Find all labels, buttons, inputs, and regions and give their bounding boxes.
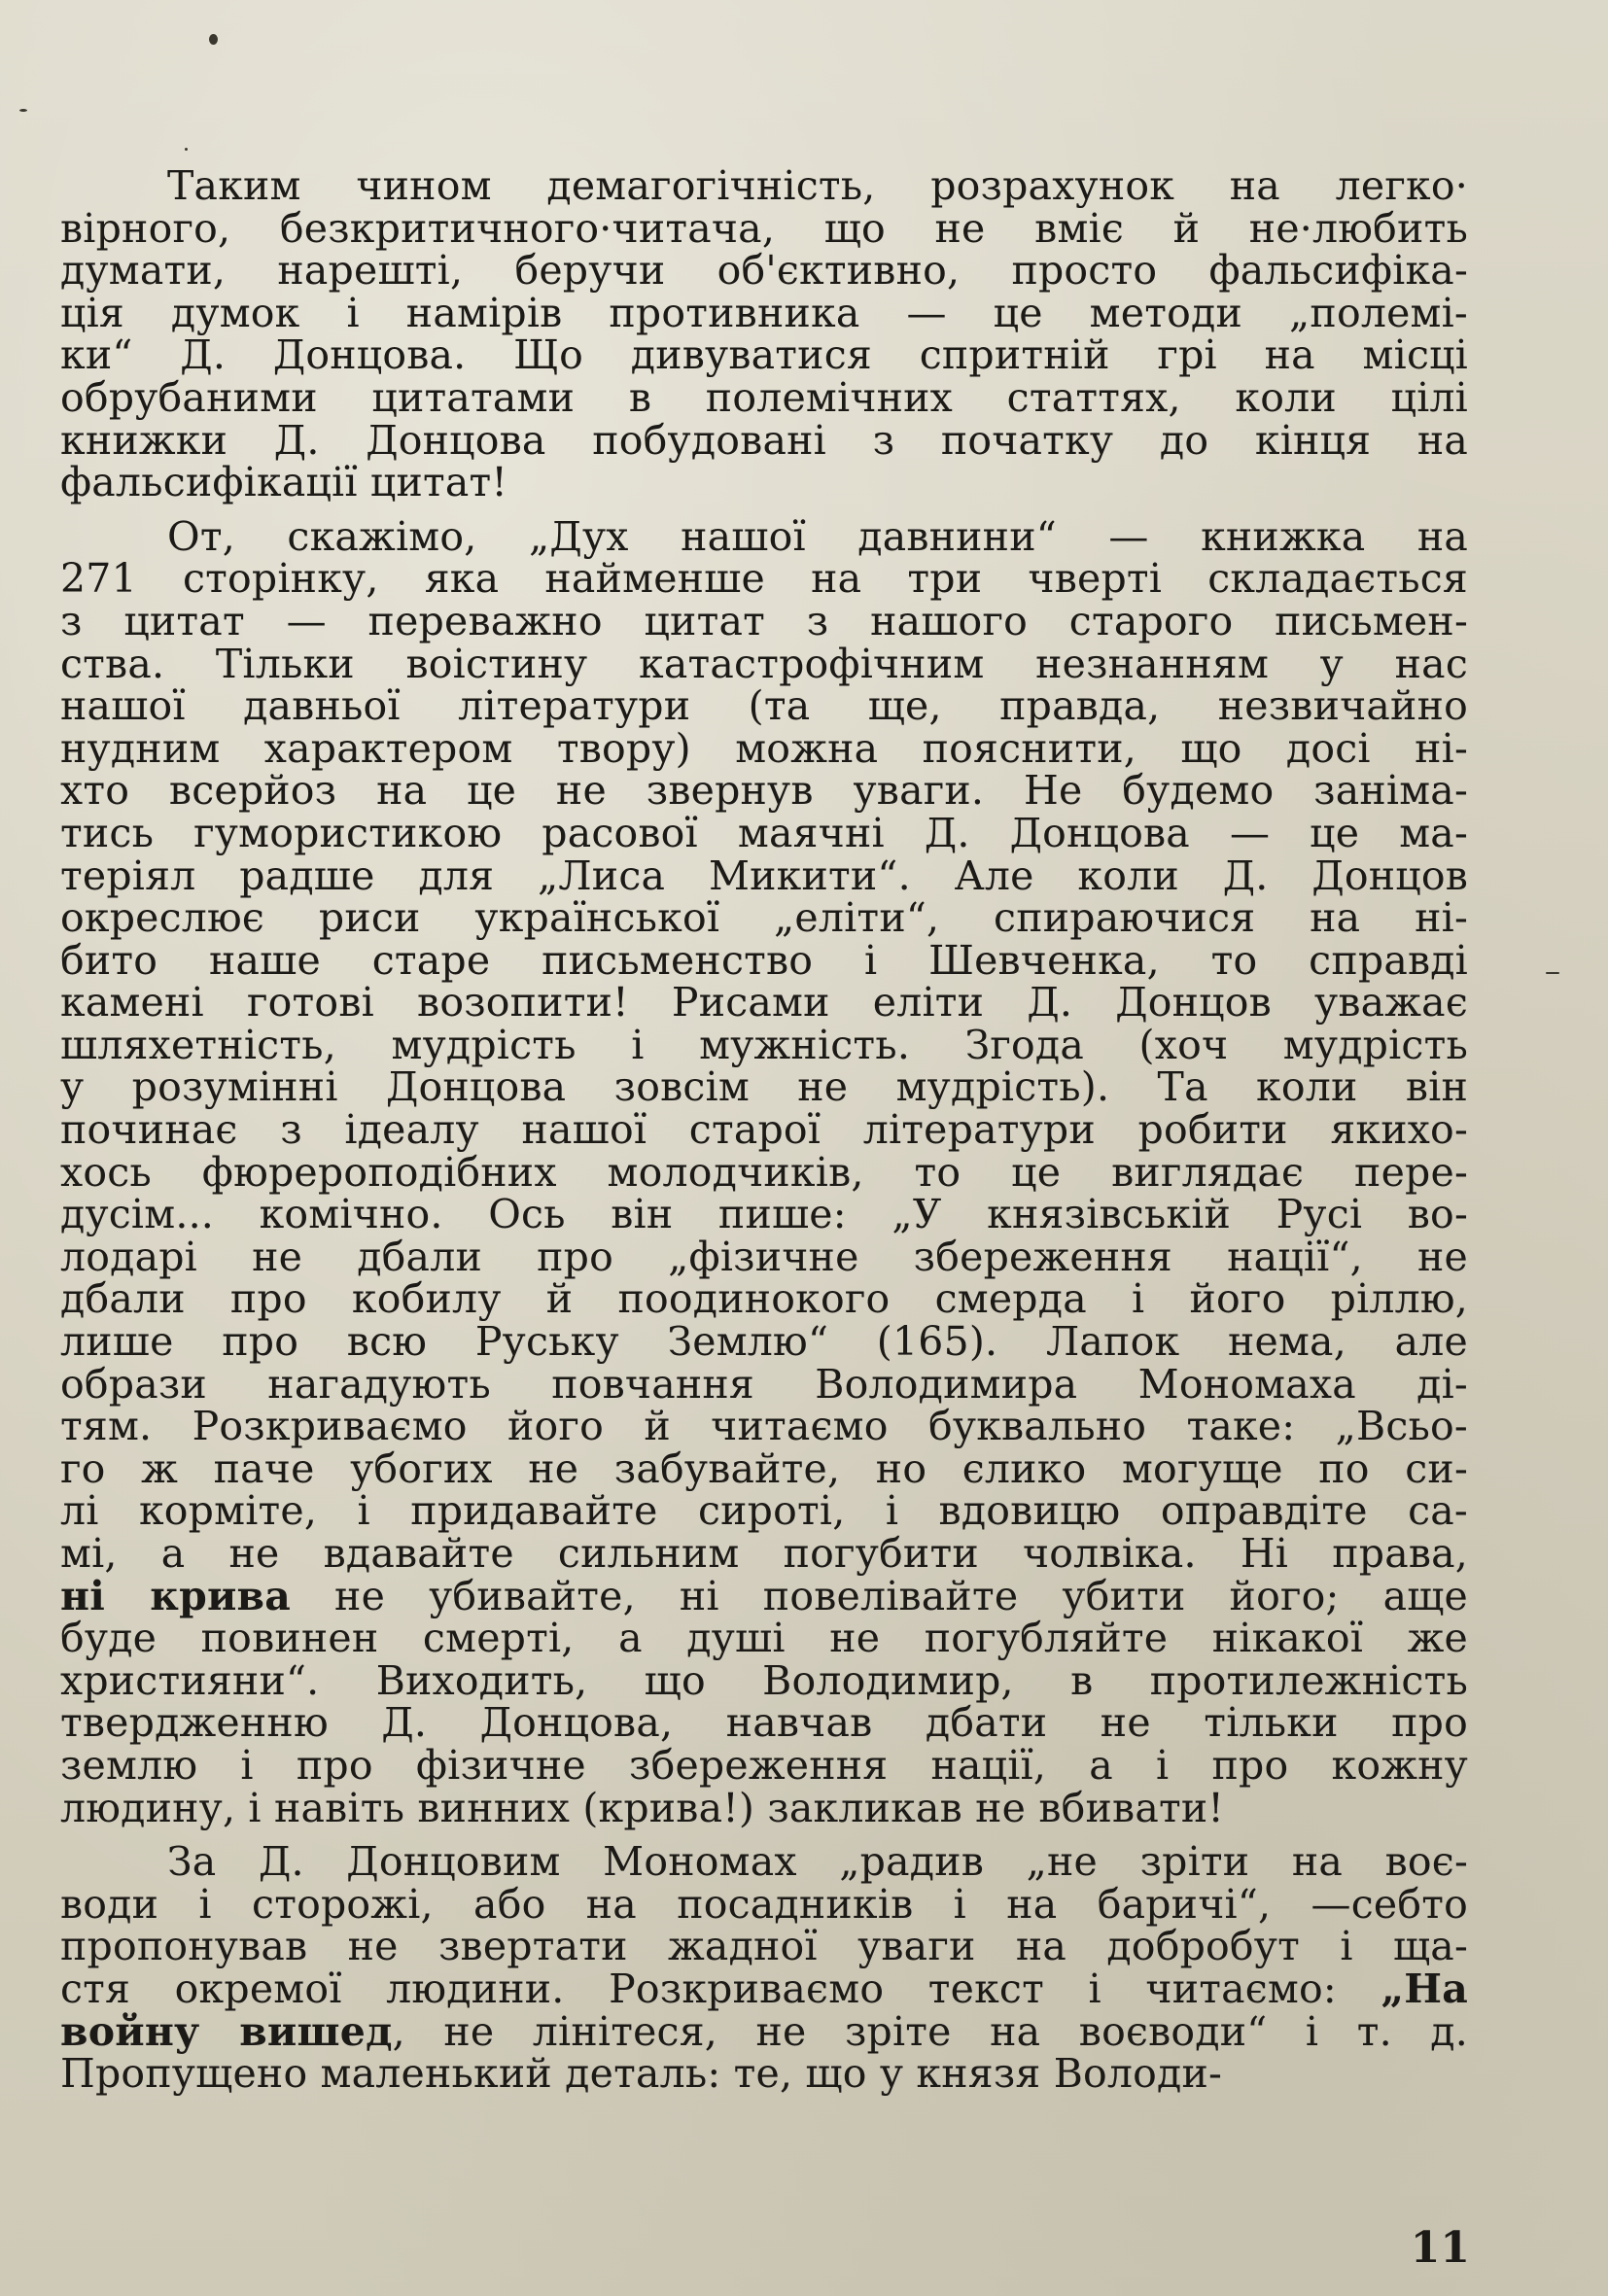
text-line: [60, 1880, 1468, 1928]
text-line: [60, 1530, 1468, 1577]
text-segment: ства. Тільки воістину катастрофічним незнанням у нас: [60, 640, 1468, 687]
text-segment: тись гумористикою расової маячні Д. Донцова — це ма-: [60, 809, 1468, 856]
text-segment: , не лінітеся, не зріте на воєводи“ і т. д.: [392, 2007, 1468, 2055]
text-line: [60, 1275, 1468, 1323]
text-segment: бито наше старе письменство і Шевченка, то справді: [60, 936, 1468, 984]
bold-text: ні крива: [60, 1572, 292, 1619]
bold-text: войну вишед: [60, 2007, 393, 2055]
text-segment: Таким чином демагогічність, розрахунок на легко·: [167, 162, 1468, 209]
text-segment: 271 сторінку, яка найменше на три чверті складається: [60, 555, 1468, 603]
text-segment: книжки Д. Донцова побудовані з початку до кінця на: [60, 416, 1468, 464]
text-segment: твердженню Д. Донцова, навчав дбати не тільки про: [60, 1699, 1468, 1747]
text-segment: хто всерйоз на це не звернув уваги. Не будемо заніма-: [60, 767, 1468, 815]
page-number: 11: [1410, 2223, 1470, 2273]
text-segment: ція думок і намірів противника — це методи „полемі-: [60, 289, 1468, 336]
text-segment: нашої давньої літератури (та ще, правда, незвичайно: [60, 682, 1468, 730]
bold-text: „На: [1381, 1965, 1468, 2012]
text-segment: пропонував не звертати жадної уваги на добробут і ща-: [60, 1923, 1468, 1970]
text-segment: не убивайте, ні повелівайте убити його; аще: [291, 1572, 1468, 1619]
text-line: [60, 1656, 1468, 1704]
text-line: [60, 1699, 1468, 1747]
print-speck: [19, 109, 27, 112]
text-line: [60, 979, 1468, 1026]
paragraph: [60, 162, 1468, 506]
text-line: [60, 331, 1468, 379]
text-segment: лише про всю Руську Землю“ (165). Лапок нема, але: [60, 1318, 1468, 1366]
text-line: [60, 289, 1468, 336]
text-segment: хось фюрероподібних молодчиків, то це виглядає пере-: [60, 1148, 1468, 1196]
text-line: [60, 894, 1468, 942]
text-segment: з цитат — переважно цитат з нашого старого письмен-: [60, 597, 1468, 644]
text-line: [60, 204, 1468, 252]
text-segment: стя окремої людини. Розкриваємо текст і читаємо:: [60, 1965, 1381, 2012]
text-segment: води і сторожі, або на посадників і на баричі“, —себто: [60, 1880, 1468, 1928]
text-segment: Пропущено маленький деталь: те, що у князя Володи-: [60, 2050, 1223, 2098]
text-segment: фальсифікації цитат!: [60, 459, 508, 506]
text-line: [60, 809, 1468, 856]
text-segment: камені готові возопити! Рисами еліти Д. Донцов уважає: [60, 979, 1468, 1026]
text-segment: За Д. Донцовим Мономах „радив „не зріти на воє-: [167, 1838, 1468, 1886]
text-segment: думати, нарешті, беручи об'єктивно, просто фальсифіка-: [60, 247, 1468, 295]
text-line: [60, 2007, 1468, 2055]
text-line: [60, 724, 1468, 772]
text-line: [60, 1784, 1468, 1831]
text-line: [60, 459, 1468, 506]
text-line: [60, 1063, 1468, 1111]
text-line: [60, 1360, 1468, 1408]
text-line: [60, 2050, 1468, 2098]
text-line: [60, 555, 1468, 603]
text-line: [60, 852, 1468, 899]
text-segment: окреслює риси української „еліти“, спираючися на ні-: [60, 894, 1468, 942]
text-segment: буде повинен смерті, а душі не погубляйте нікакої же: [60, 1615, 1468, 1662]
article-text: [60, 162, 1468, 2107]
text-line: [60, 682, 1468, 730]
text-line: [60, 1923, 1468, 1970]
text-line: [60, 1838, 1468, 1886]
text-line: [60, 1487, 1468, 1535]
text-segment: дусім... комічно. Ось він пише: „У князівській Русі во-: [60, 1191, 1468, 1238]
text-line: [60, 1615, 1468, 1662]
text-line: [60, 1148, 1468, 1196]
text-line: [60, 640, 1468, 687]
text-segment: нудним характером твору) можна пояснити, що досі ні-: [60, 724, 1468, 772]
text-segment: землю і про фізичне збереження нації, а і про кожну: [60, 1741, 1468, 1789]
text-segment: у розумінні Донцова зовсім не мудрість). Та коли він: [60, 1063, 1468, 1111]
text-segment: шляхетність, мудрість і мужність. Згода (хоч мудрість: [60, 1021, 1468, 1068]
text-segment: християни“. Виходить, що Володимир, в протилежність: [60, 1656, 1468, 1704]
text-segment: обрубаними цитатами в полемічних статтях, коли цілі: [60, 373, 1468, 421]
print-speck: [185, 148, 188, 151]
text-segment: людину, і навіть винних (крива!) закликав не вбивати!: [60, 1784, 1225, 1831]
text-line: [60, 1233, 1468, 1280]
text-line: [60, 597, 1468, 644]
text-line: [60, 162, 1468, 209]
text-segment: тям. Розкриваємо його й читаємо буквально таке: „Всьо-: [60, 1403, 1468, 1450]
text-line: [60, 1444, 1468, 1492]
text-line: [60, 936, 1468, 984]
text-segment: лодарі не дбали про „фізичне збереження нації“, не: [60, 1233, 1468, 1280]
text-line: [60, 1741, 1468, 1789]
text-line: [60, 512, 1468, 560]
text-line: [60, 373, 1468, 421]
text-segment: мі, а не вдавайте сильним погубити чолвіка. Ні права,: [60, 1530, 1468, 1577]
print-speck: [209, 34, 218, 45]
text-segment: теріял радше для „Лиса Микити“. Але коли Д. Донцов: [60, 852, 1468, 899]
print-speck: [1546, 972, 1559, 974]
text-line: [60, 1965, 1468, 2012]
text-line: [60, 416, 1468, 464]
text-segment: лі корміте, і придавайте сироті, і вдовицю оправдіте са-: [60, 1487, 1468, 1535]
text-line: [60, 767, 1468, 815]
text-segment: ки“ Д. Донцова. Що дивуватися спритній грі на місці: [60, 331, 1468, 379]
text-segment: вірного, безкритичного·читача, що не вміє й не·любить: [60, 204, 1468, 252]
text-segment: образи нагадують повчання Володимира Мономаха ді-: [60, 1360, 1468, 1408]
text-line: [60, 247, 1468, 295]
text-line: [60, 1572, 1468, 1619]
paragraph: [60, 512, 1468, 1831]
text-line: [60, 1106, 1468, 1154]
paragraph: [60, 1838, 1468, 2098]
text-segment: дбали про кобилу й поодинокого смерда і його ріллю,: [60, 1275, 1468, 1323]
text-segment: го ж паче убогих не забувайте, но єлико могуще по си-: [60, 1444, 1468, 1492]
text-segment: От, скажімо, „Дух нашої давнини“ — книжка на: [167, 512, 1468, 560]
text-line: [60, 1191, 1468, 1238]
text-line: [60, 1403, 1468, 1450]
text-line: [60, 1021, 1468, 1068]
text-segment: починає з ідеалу нашої старої літератури робити якихо-: [60, 1106, 1468, 1154]
text-line: [60, 1318, 1468, 1366]
